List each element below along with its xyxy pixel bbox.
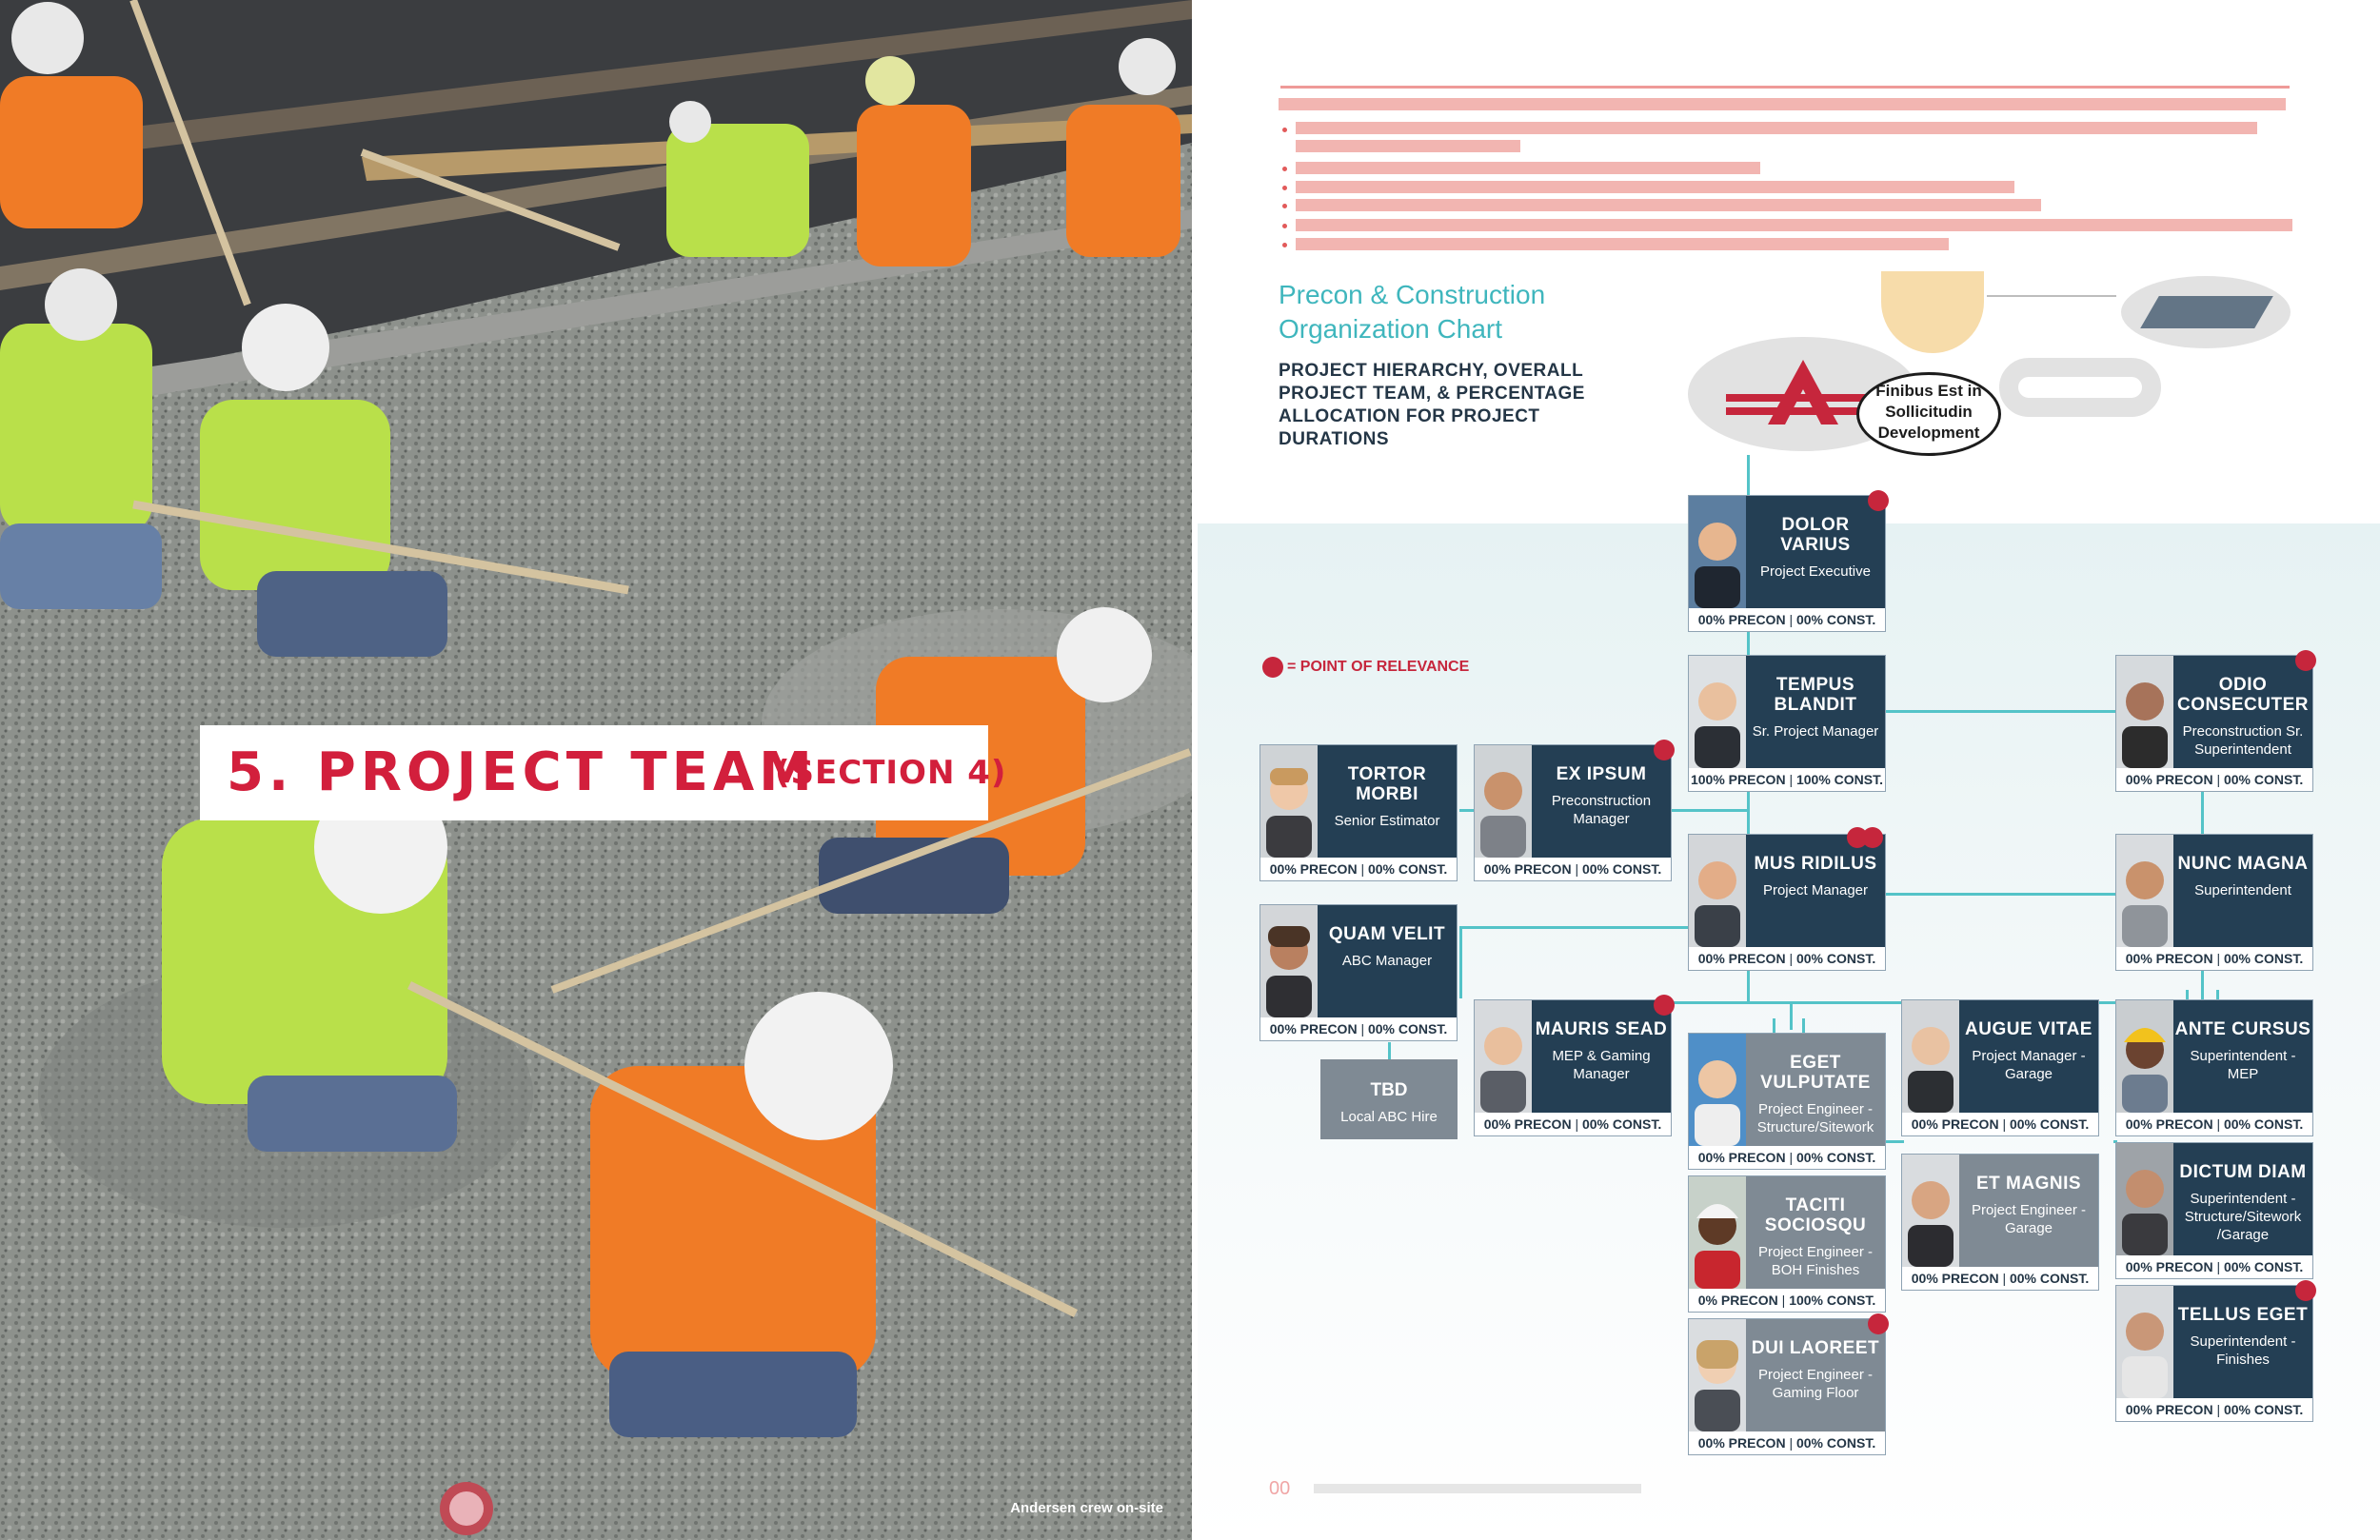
org-card-dolor-varius [1688, 495, 1886, 632]
org-card-odio-consecuter [2115, 655, 2313, 792]
partner-logo-shape [2140, 296, 2273, 328]
avatar [1475, 745, 1532, 858]
relevance-dot [1862, 827, 1883, 848]
member-role: Project Manager [1762, 882, 1869, 898]
member-role: MEP & Gaming Manager [1552, 1048, 1651, 1082]
org-card-tempus-blandit [1688, 655, 1886, 792]
member-role: Project Engineer - Gaming Floor [1757, 1367, 1874, 1401]
member-role: Senior Estimator [1334, 813, 1440, 829]
member-role: Project Engineer - Garage [1971, 1202, 2087, 1236]
member-name: DUI LAOREET [1751, 1338, 1880, 1358]
chart-title: Precon & Construction Organization Chart [1279, 280, 1546, 344]
allocation: 00% PRECON | 00% CONST. [1697, 1150, 1876, 1165]
logo-divider [1987, 295, 2116, 297]
relevance-dot [2295, 650, 2316, 671]
org-card-nunc-magna [2115, 834, 2313, 971]
member-role: Local ABC Hire [1340, 1109, 1438, 1125]
allocation: 00% PRECON | 00% CONST. [1697, 1435, 1876, 1451]
avatar [2116, 1286, 2173, 1398]
member-name: EX IPSUM [1556, 764, 1647, 784]
member-role: Preconstruction Manager [1551, 793, 1652, 827]
avatar [1689, 835, 1746, 947]
allocation: 00% PRECON | 00% CONST. [1269, 1021, 1448, 1037]
org-card-augue-vitae [1901, 999, 2099, 1136]
avatar [1902, 1000, 1959, 1113]
member-role: Superintendent - Structure/Sitework /Garage [2184, 1191, 2302, 1243]
member-name: NUNC MAGNA [2177, 854, 2309, 874]
member-name: TORTOR MORBI [1347, 764, 1427, 804]
member-name: TEMPUS BLANDIT [1774, 675, 1857, 715]
avatar [1689, 496, 1746, 608]
member-name: DICTUM DIAM [2179, 1162, 2307, 1182]
allocation: 00% PRECON | 00% CONST. [1911, 1116, 2090, 1132]
allocation: 00% PRECON | 00% CONST. [2125, 772, 2304, 787]
allocation: 00% PRECON | 00% CONST. [1483, 861, 1662, 877]
avatar [1689, 1319, 1746, 1431]
partner-logo-oval [1999, 358, 2161, 417]
member-role: Superintendent - Finishes [2190, 1333, 2296, 1368]
member-role: Project Executive [1760, 563, 1871, 580]
org-card-quam-velit [1259, 904, 1458, 1041]
avatar [2116, 1000, 2173, 1113]
allocation: 00% PRECON | 00% CONST. [1269, 861, 1448, 877]
member-role: Project Engineer - BOH Finishes [1757, 1244, 1874, 1278]
member-name: AUGUE VITAE [1965, 1019, 2092, 1039]
avatar [1689, 1176, 1746, 1289]
member-name: ODIO CONSECUTER [2176, 675, 2309, 715]
page-number: 00 [1269, 1478, 1291, 1499]
relevance-dot [1868, 1313, 1889, 1334]
allocation: 00% PRECON | 00% CONST. [2125, 1116, 2304, 1132]
avatar [1260, 905, 1318, 1017]
avatar [2116, 835, 2173, 947]
member-role: Superintendent - MEP [2190, 1048, 2296, 1082]
legend-dot [1262, 657, 1283, 678]
relevance-dot [2295, 1280, 2316, 1301]
member-name: ANTE CURSUS [2174, 1019, 2311, 1039]
org-card-ante-cursus [2115, 999, 2313, 1136]
member-name: EGET VULPUTATE [1760, 1053, 1871, 1093]
member-name: TBD [1370, 1080, 1408, 1100]
org-card-eget-vulputate [1688, 1033, 1886, 1170]
allocation: 00% PRECON | 00% CONST. [1697, 951, 1876, 966]
org-card-et-magnis [1901, 1154, 2099, 1291]
allocation: 00% PRECON | 00% CONST. [2125, 1259, 2304, 1274]
member-role: Project Engineer - Structure/Sitework [1756, 1101, 1874, 1135]
org-card-tbd [1320, 1059, 1458, 1139]
avatar [1902, 1155, 1959, 1267]
relevance-dot [1654, 995, 1675, 1016]
member-name: MUS RIDILUS [1754, 854, 1877, 874]
org-card-ex-ipsum [1474, 744, 1672, 881]
org-card-tellus-eget [2115, 1285, 2313, 1422]
section-title: 5. PROJECT TEAM [227, 741, 817, 803]
allocation: 100% PRECON | 100% CONST. [1690, 772, 1884, 787]
allocation: 0% PRECON | 100% CONST. [1697, 1293, 1876, 1308]
avatar [2116, 1143, 2173, 1255]
allocation: 00% PRECON | 00% CONST. [1697, 612, 1876, 627]
member-role: ABC Manager [1341, 953, 1433, 969]
member-name: TACITI SOCIOSQU [1764, 1195, 1867, 1235]
org-card-mauris-sead [1474, 999, 1672, 1136]
org-card-dictum-diam [2115, 1142, 2313, 1279]
avatar [1689, 656, 1746, 768]
developer-name: Finibus Est in Sollicitudin Development [1875, 382, 1982, 442]
avatar [1475, 1000, 1532, 1113]
org-card-dui-laoreet [1688, 1318, 1886, 1455]
section-subtitle: (SECTION 4) [775, 754, 1007, 792]
photo-caption: Andersen crew on-site [1010, 1500, 1163, 1516]
relevance-dot [1654, 740, 1675, 760]
member-name: TELLUS EGET [2177, 1305, 2309, 1325]
member-role: Sr. Project Manager [1752, 723, 1879, 740]
allocation: 00% PRECON | 00% CONST. [1483, 1116, 1662, 1132]
allocation: 00% PRECON | 00% CONST. [1911, 1271, 2090, 1286]
member-role: Preconstruction Sr. Superintendent [2182, 723, 2304, 758]
member-role: Superintendent [2194, 882, 2291, 898]
avatar [1689, 1034, 1746, 1146]
member-name: MAURIS SEAD [1535, 1019, 1668, 1039]
org-card-tortor-morbi [1259, 744, 1458, 881]
legend-label: = POINT OF RELEVANCE [1287, 659, 1470, 675]
org-card-mus-ridilus [1688, 834, 1886, 971]
member-name: QUAM VELIT [1328, 924, 1446, 944]
footer-placeholder-bar [1314, 1484, 1641, 1493]
avatar [1260, 745, 1318, 858]
allocation: 00% PRECON | 00% CONST. [2125, 951, 2304, 966]
member-name: ET MAGNIS [1975, 1174, 2082, 1194]
org-card-taciti-sociosqu [1688, 1175, 1886, 1313]
avatar [2116, 656, 2173, 768]
chart-subtitle: PROJECT HIERARCHY, OVERALL PROJECT TEAM, & PERCENTAGE ALLOCATION FOR PROJECT DURATIONS [1279, 361, 1585, 449]
relevance-dot [1868, 490, 1889, 511]
member-role: Project Manager - Garage [1972, 1048, 2086, 1082]
member-name: DOLOR VARIUS [1780, 515, 1851, 555]
allocation: 00% PRECON | 00% CONST. [2125, 1402, 2304, 1417]
